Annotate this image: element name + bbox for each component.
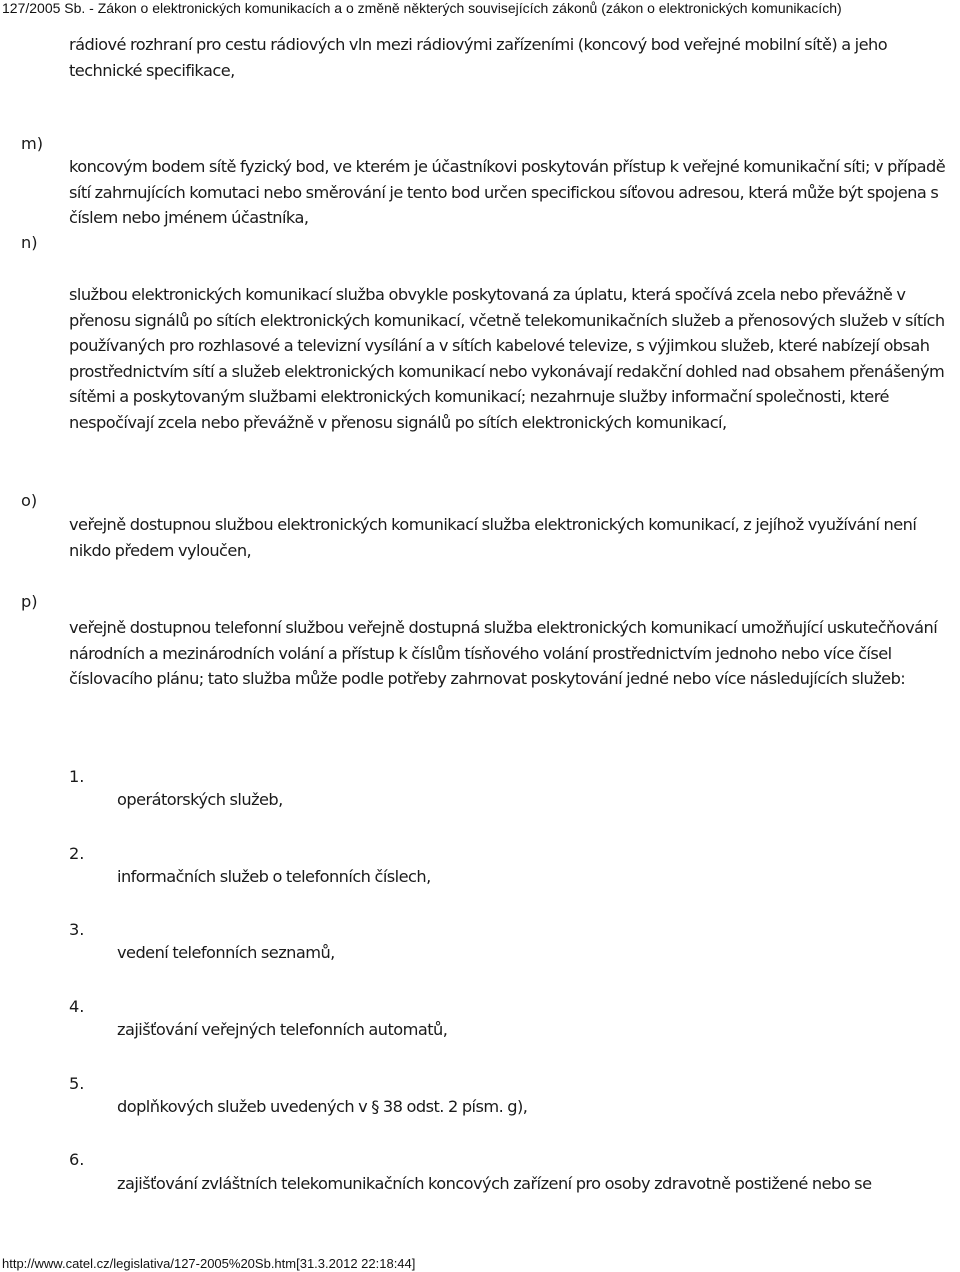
- service-text: doplňkových služeb uvedených v § 38 odst. 2 písm. g),: [117, 1097, 528, 1116]
- definition-text-m: koncovým bodem sítě fyzický bod, ve kterém je účastníkovi poskytován přístup k veřejné komunikační síti; v případě sítí zahrnujících komutaci nebo směrování je tento bod určen specifickou síťovou adresou, která může být spojena s číslem nebo jménem účastníka,: [69, 157, 946, 228]
- service-text: zajišťování veřejných telefonních automatů,: [117, 1020, 448, 1039]
- definition-marker-n: n): [21, 233, 38, 252]
- definition-text-o: veřejně dostupnou službou elektronických komunikací služba elektronických komunikací, z jejíhož využívání není nikdo předem vyloučen,: [69, 515, 917, 560]
- service-text: informačních služeb o telefonních číslech,: [117, 867, 431, 886]
- service-number: 4.: [69, 997, 85, 1016]
- definition-marker-m: m): [21, 134, 44, 153]
- page-footer-url: http://www.catel.cz/legislativa/127-2005%20Sb.htm[31.3.2012 22:18:44]: [2, 1256, 416, 1271]
- service-text: zajišťování zvláštních telekomunikačních koncových zařízení pro osoby zdravotně postižené nebo se: [117, 1174, 872, 1193]
- intro-paragraph: rádiové rozhraní pro cestu rádiových vln mezi rádiovými zařízeními (koncový bod veřejné mobilní sítě) a jeho technické specifikace,: [69, 35, 888, 80]
- definition-marker-p: p): [21, 592, 38, 611]
- definition-text-p: veřejně dostupnou telefonní službou veřejně dostupná služba elektronických komunikací umožňující uskutečňování národních a mezinárodních volání a přístup k číslům tísňového volání prostřednictvím jednoho nebo více čísel číslovacího plánu; tato služba může podle potřeby zahrnovat poskytování jedné nebo více následujících služeb:: [69, 618, 938, 689]
- definition-marker-o: o): [21, 491, 38, 510]
- service-number: 5.: [69, 1074, 85, 1093]
- service-number: 6.: [69, 1150, 85, 1169]
- service-number: 3.: [69, 920, 85, 939]
- service-text: vedení telefonních seznamů,: [117, 943, 335, 962]
- page-header: 127/2005 Sb. - Zákon o elektronických komunikacích a o změně některých souvisejících zákonů (zákon o elektronických komunikacích): [2, 0, 842, 16]
- definition-text-n: službou elektronických komunikací služba obvykle poskytovaná za úplatu, která spočívá zcela nebo převážně v přenosu signálů po sítích elektronických komunikací, včetně telekomunikačních služeb a přenosových služeb v sítích používaných pro rozhlasové a televizní vysílání a v sítích kabelové televize, s výjimkou služeb, které nabízejí obsah prostřednictvím sítí a služeb elektronických komunikací nebo vykonávají redakční dohled nad obsahem přenášeným sítěmi a poskytovaným službami elektronických komunikací; nezahrnuje služby informační společnosti, které nespočívají zcela nebo převážně v přenosu signálů po sítích elektronických komunikací,: [69, 285, 945, 432]
- service-number: 2.: [69, 844, 85, 863]
- service-text: operátorských služeb,: [117, 790, 283, 809]
- service-number: 1.: [69, 767, 85, 786]
